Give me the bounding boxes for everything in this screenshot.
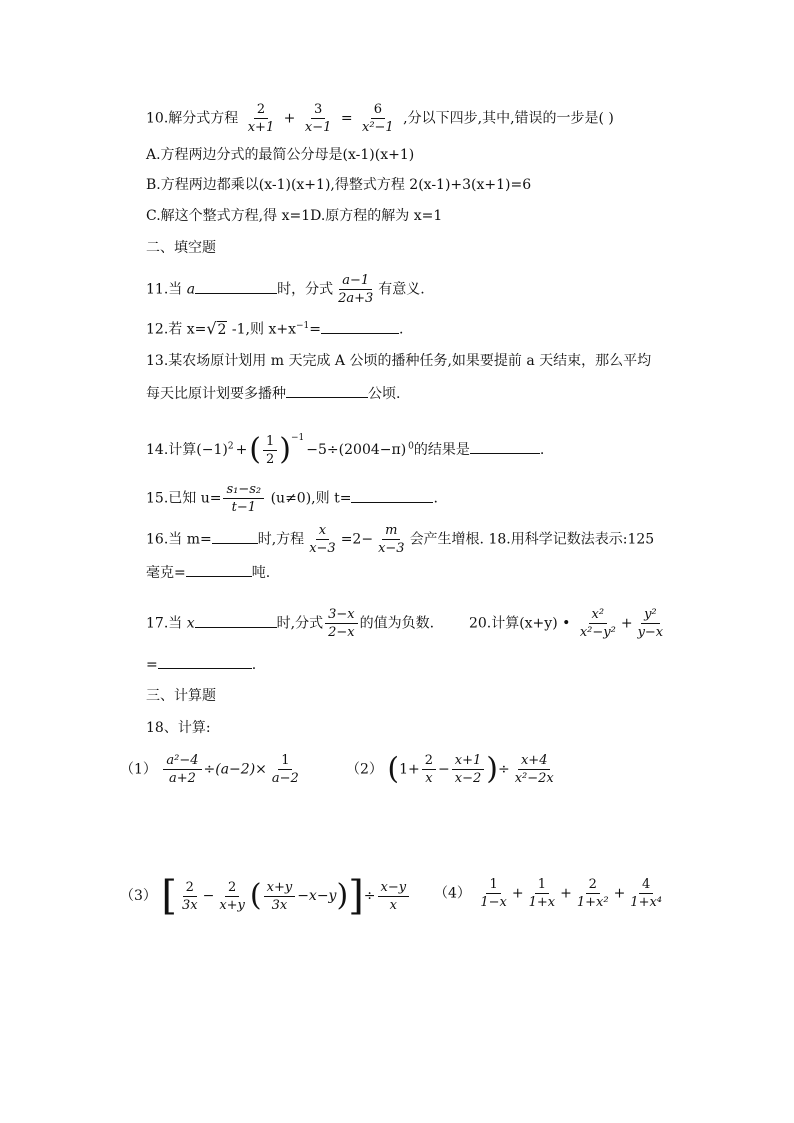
question-16: 16.当 m= 时,方程 $\frac{x}{x-3}$ =2− $\frac{m}{x-3}$ 会产生增根. 18.用科学记数法表示:125 [146, 523, 655, 556]
q13-blank[interactable] [286, 383, 368, 398]
question-13-line1: 13.某农场原计划用 m 天完成 A 公顷的播种任务,如果要提前 a 天结束，那么平均 [146, 353, 652, 369]
question-13-line2: 每天比原计划要多播种 公顷. [146, 383, 400, 404]
q18-part-2: （2） (1+ $\frac{2}{x}$ − $\frac{x+1}{x-2}$ )÷ $\frac{x+4}{\text{x²−2x}}$ [346, 751, 554, 787]
q10-prefix: 10.解分式方程 [146, 110, 239, 127]
section-calculation: 三、计算题 [146, 688, 216, 704]
q15-blank[interactable] [351, 488, 433, 503]
question-18-fill-line2: 毫克= 吨. [146, 562, 270, 583]
q18-part-3: （3） [ $\frac{2}{3x}$ − $\frac{2}{x+y}$ ( $\frac{x+y}{3x}$ −x−y)]÷ $\frac{x-y}{x}$ [120, 876, 411, 916]
q16-fraction-1: $\frac{x}{x-3}$ [309, 523, 336, 556]
q17-blank[interactable] [195, 613, 277, 628]
q10-option-b: B.方程两边都乘以(x-1)(x+1),得整式方程 2(x-1)+3(x+1)=6 [146, 177, 532, 193]
q20-fraction-2: $\frac{\text{y²}}{y-x}$ [637, 607, 664, 640]
q12-blank[interactable] [321, 319, 399, 334]
section-fill-in: 二、填空题 [146, 240, 216, 256]
q16-fraction-2: $\frac{m}{x-3}$ [378, 523, 405, 556]
question-15: 15.已知 u= $\frac{\text{s₁−s₂}}{t-1}$ (u≠0),则 t= . [146, 482, 438, 515]
question-17: 17.当 x 时,分式 $\frac{3-x}{2-x}$ 的值为负数. 20.计算(x+y) • $\frac{\text{x²}}{\text{x²−y²}}$ + $\frac{\text{y²}}{y-x}$ [146, 606, 668, 641]
question-12: 12.若 x=√2 -1,则 $x+x^{-1}=$ . [146, 318, 404, 338]
q20-blank[interactable] [158, 654, 252, 669]
q14-blank[interactable] [470, 439, 540, 454]
q15-fraction: $\frac{\text{s₁−s₂}}{t-1}$ [223, 481, 264, 516]
q10-fraction-3: $\frac{6}{\text{x²−1}}$ [362, 102, 394, 135]
question-18-title: 18、计算: [146, 720, 211, 736]
q10-option-cd: C.解这个整式方程,得 x=1D.原方程的解为 x=1 [146, 208, 443, 224]
q11-fraction: $\frac{a-1}{2a+3}$ [338, 273, 374, 306]
question-11: 11.当 a 时，分式 $\frac{a-1}{2a+3}$ 有意义. [146, 273, 425, 306]
q17-fraction: $\frac{3-x}{2-x}$ [325, 606, 358, 641]
q16-blank[interactable] [212, 529, 258, 544]
q10-suffix: ,分以下四步,其中,错误的一步是( ) [403, 110, 614, 127]
q20-fraction-1: $\frac{\text{x²}}{\text{x²−y²}}$ [579, 607, 616, 640]
q10-fraction-2: $\frac{3}{x-1}$ [304, 102, 332, 135]
q18-mass-blank[interactable] [186, 562, 252, 577]
question-10: 10.解分式方程 $\frac{2}{x+1}$ + $\frac{3}{x-1}$ = $\frac{6}{\text{x²−1}}$ ,分以下四步,其中,错误的一步是( ) [146, 102, 614, 135]
q11-blank[interactable] [195, 279, 277, 294]
q10-option-a: A.方程两边分式的最简公分母是(x-1)(x+1) [146, 147, 415, 163]
question-20-line2: = . [146, 654, 256, 675]
q12-radical: √2 [206, 318, 227, 338]
q14-half: $\frac{1}{2}$ [263, 433, 277, 468]
q10-fraction-1: $\frac{2}{x+1}$ [247, 102, 275, 135]
q18-part-4: （4） $\frac{1}{1-x}$ + $\frac{1}{1+x}$ + $\frac{2}{\text{1+x²}}$ + $\frac{4}{\text{1+x⁴}}$ [434, 877, 663, 910]
question-14: 14.计算$(-1)^2$ +( $\frac{1}{2}$ )$^{-1}$−5÷(2004−π) $^0$的结果是 . [146, 432, 545, 467]
q18-part-1: （1） $\frac{\text{a²−4}}{a+2}$ ÷(a−2)× $\frac{1}{a-2}$ [120, 753, 299, 786]
